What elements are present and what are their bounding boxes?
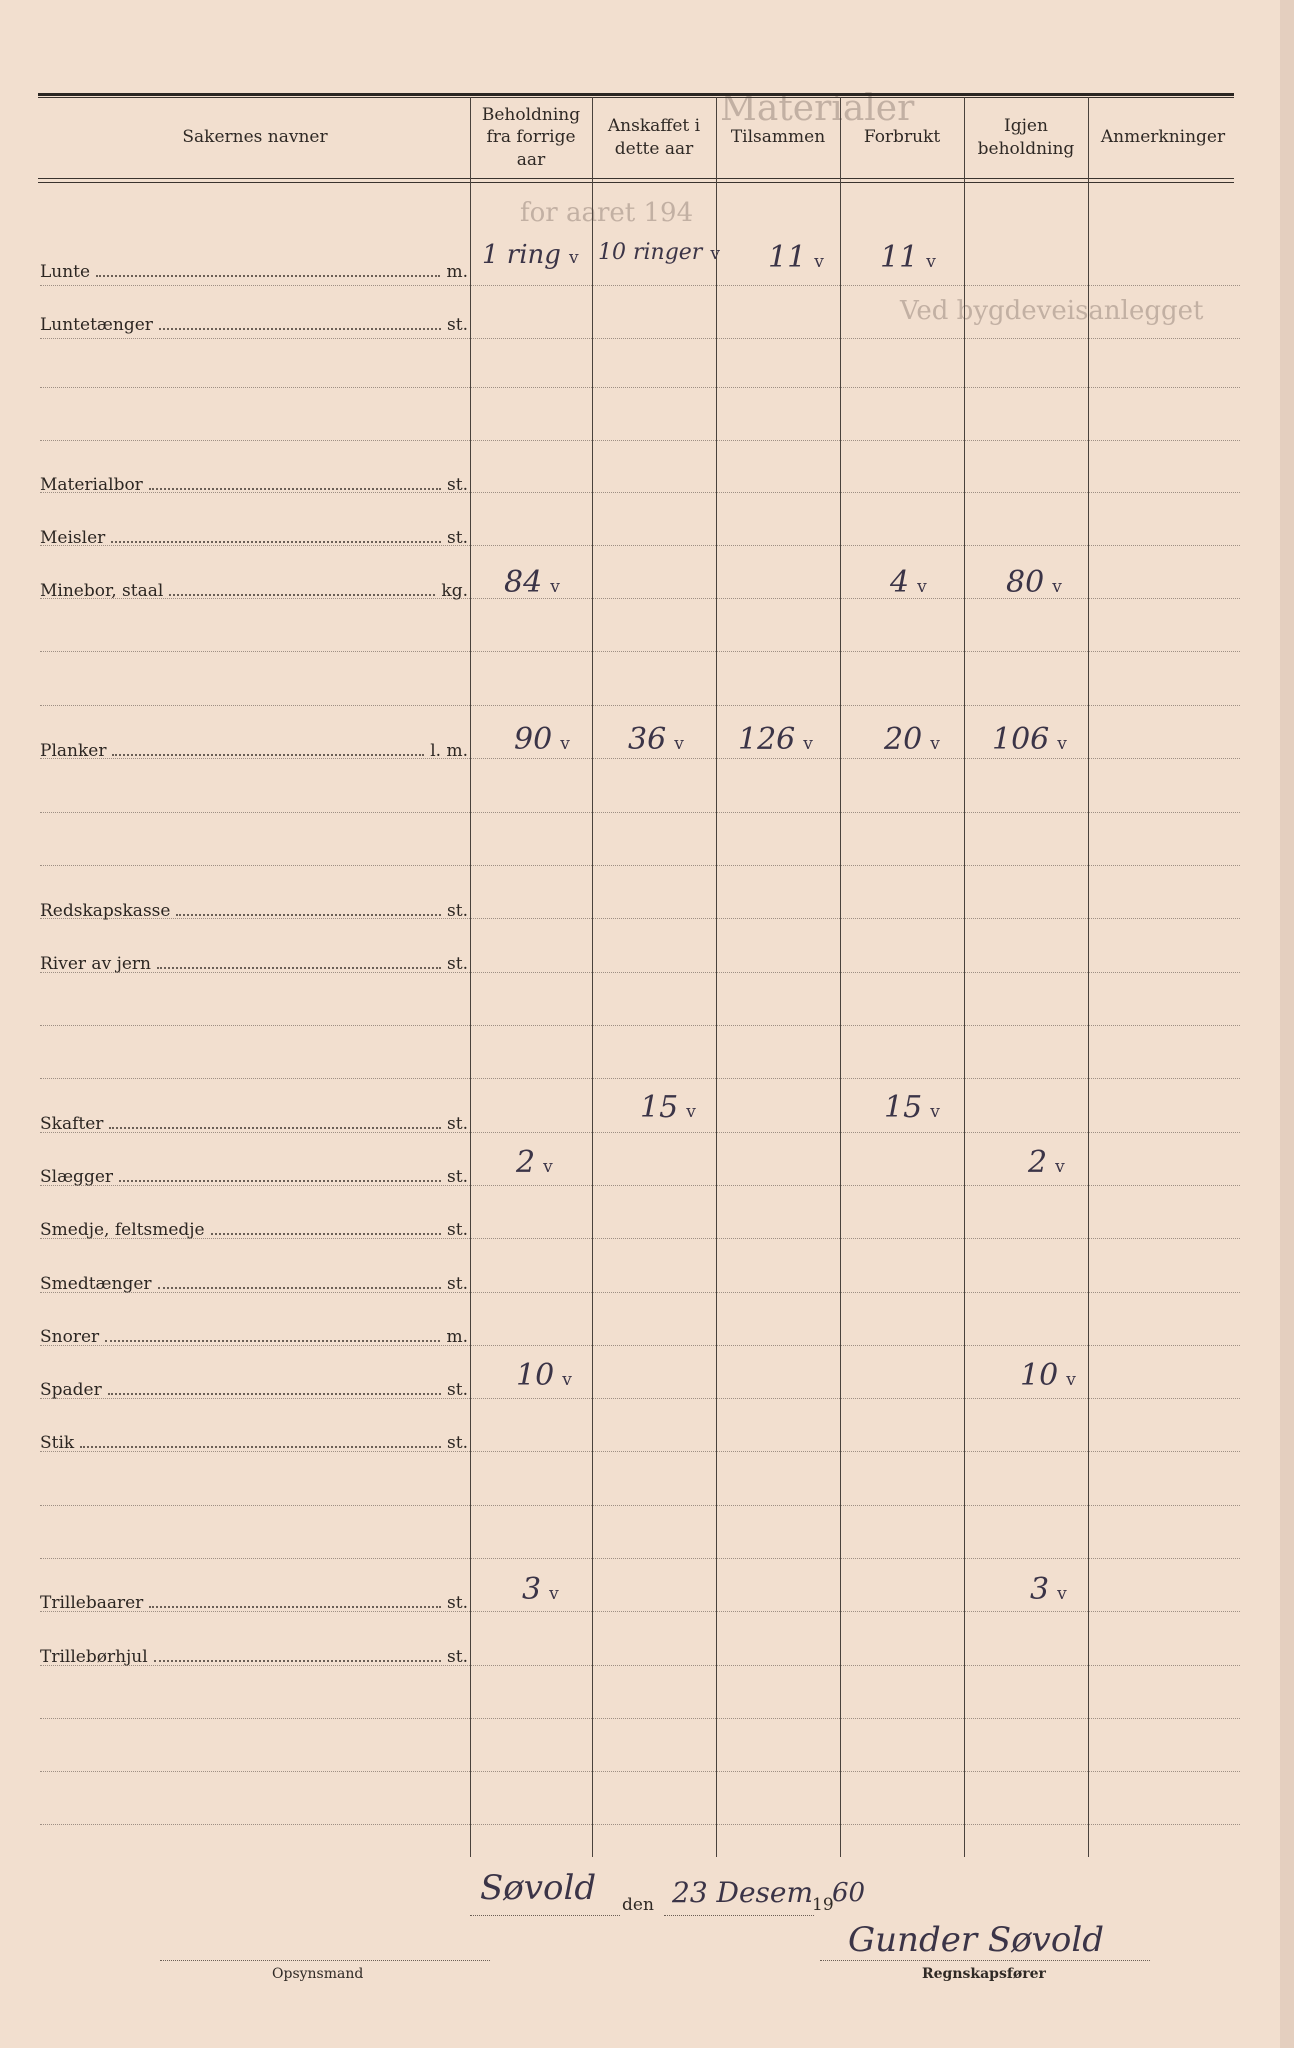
- row-rule: [40, 440, 1240, 441]
- item-row-redskapskasse: Redskapskasse st.: [40, 901, 468, 921]
- minebor-prev: 84 v: [504, 565, 560, 600]
- col-header-used: Forbrukt: [863, 127, 941, 148]
- col-header-remarks: Anmerkninger: [1100, 127, 1226, 148]
- col-divider-3: [716, 97, 717, 1857]
- row-rule: [40, 705, 1240, 706]
- trillebaarer-prev: 3 v: [522, 1572, 559, 1607]
- item-row-stik: Stik st.: [40, 1433, 468, 1453]
- header-bottom-rule-2: [38, 182, 1234, 183]
- item-row-slaegger: Slægger st.: [40, 1167, 468, 1187]
- col-header-name: Sakernes navner: [182, 127, 328, 148]
- skafter-used: 15 v: [884, 1090, 940, 1125]
- lunte-used: 11 v: [880, 240, 936, 275]
- spader-prev: 10 v: [516, 1358, 572, 1393]
- row-rule: [40, 1718, 1240, 1719]
- row-rule: [40, 387, 1240, 388]
- col-divider-2: [592, 97, 593, 1857]
- opsynsmand-caption: Opsynsmand: [272, 1966, 364, 1982]
- header-top-rule: [38, 93, 1234, 96]
- item-row-trilleborhjul: Trillebørhjul st.: [40, 1647, 468, 1667]
- col-divider-4: [840, 97, 841, 1857]
- regnskapsforer-caption: Regnskapsfører: [922, 1966, 1046, 1982]
- item-row-river: River av jern st.: [40, 954, 468, 974]
- row-rule: [40, 1824, 1240, 1825]
- minebor-used: 4 v: [890, 565, 927, 600]
- item-row-snorer: Snorer m.: [40, 1327, 468, 1347]
- row-rule: [40, 338, 1240, 339]
- bleed-title: Materialer: [720, 88, 915, 129]
- row-rule: [40, 1771, 1240, 1772]
- bleed-line: Ved bygdeveisanlegget: [900, 296, 1204, 326]
- planker-remaining: 106 v: [992, 722, 1067, 757]
- row-rule: [40, 1078, 1240, 1079]
- place-handwritten: Søvold: [480, 1868, 597, 1908]
- col-divider-6: [1088, 97, 1089, 1857]
- col-header-remaining: Igjen beholdning: [977, 116, 1075, 159]
- date-underline: [664, 1915, 814, 1916]
- signature-handwritten: Gunder Søvold: [848, 1920, 1104, 1960]
- item-row-trillebaarer: Trillebaarer st.: [40, 1593, 468, 1613]
- bleed-subtitle: for aaret 194: [520, 198, 694, 228]
- item-row-meisler: Meisler st.: [40, 528, 468, 548]
- item-row-lunte: Lunte m.: [40, 262, 468, 282]
- lunte-acquired: 10 ringer v: [598, 240, 720, 265]
- lunte-prev: 1 ring v: [482, 240, 579, 270]
- skafter-acquired: 15 v: [640, 1090, 696, 1125]
- planker-acquired: 36 v: [628, 722, 684, 757]
- item-row-minebor: Minebor, staal kg.: [40, 581, 468, 601]
- col-header-prev: Beholdning fra forrige aar: [481, 105, 581, 170]
- year-prefix: 19: [812, 1895, 834, 1915]
- slaegger-remaining: 2 v: [1028, 1145, 1065, 1180]
- date-handwritten: 23 Desem: [672, 1876, 814, 1909]
- opsynsmand-line: [160, 1960, 490, 1961]
- item-row-smedtaenger: Smedtænger st.: [40, 1274, 468, 1294]
- slaegger-prev: 2 v: [516, 1145, 553, 1180]
- page-edge: [1280, 0, 1294, 2048]
- planker-prev: 90 v: [514, 722, 570, 757]
- item-row-skafter: Skafter st.: [40, 1114, 468, 1134]
- row-rule: [40, 1558, 1240, 1559]
- place-underline: [470, 1915, 620, 1916]
- planker-used: 20 v: [884, 722, 940, 757]
- row-rule: [40, 865, 1240, 866]
- item-row-planker: Planker l. m.: [40, 741, 468, 761]
- item-row-spader: Spader st.: [40, 1380, 468, 1400]
- lunte-total: 11 v: [768, 240, 824, 275]
- minebor-remaining: 80 v: [1006, 565, 1062, 600]
- row-rule: [40, 1505, 1240, 1506]
- row-rule: [40, 1025, 1240, 1026]
- row-rule: [40, 812, 1240, 813]
- col-header-acquired: Anskaffet i dette aar: [607, 116, 701, 159]
- year-handwritten: 60: [832, 1878, 866, 1908]
- col-header-total: Tilsammen: [730, 127, 826, 148]
- planker-total: 126 v: [738, 722, 813, 757]
- item-row-luntetaenger: Luntetænger st.: [40, 315, 468, 335]
- header-bottom-rule: [38, 178, 1234, 179]
- col-divider-1: [470, 97, 471, 1857]
- trillebaarer-remaining: 3 v: [1030, 1572, 1067, 1607]
- den-label: den: [622, 1895, 654, 1915]
- item-row-materialbor: Materialbor st.: [40, 475, 468, 495]
- col-divider-5: [964, 97, 965, 1857]
- row-rule: [40, 285, 1240, 286]
- regnskapsforer-line: [820, 1960, 1150, 1961]
- item-row-smedje: Smedje, feltsmedje st.: [40, 1220, 468, 1240]
- spader-remaining: 10 v: [1020, 1358, 1076, 1393]
- row-rule: [40, 651, 1240, 652]
